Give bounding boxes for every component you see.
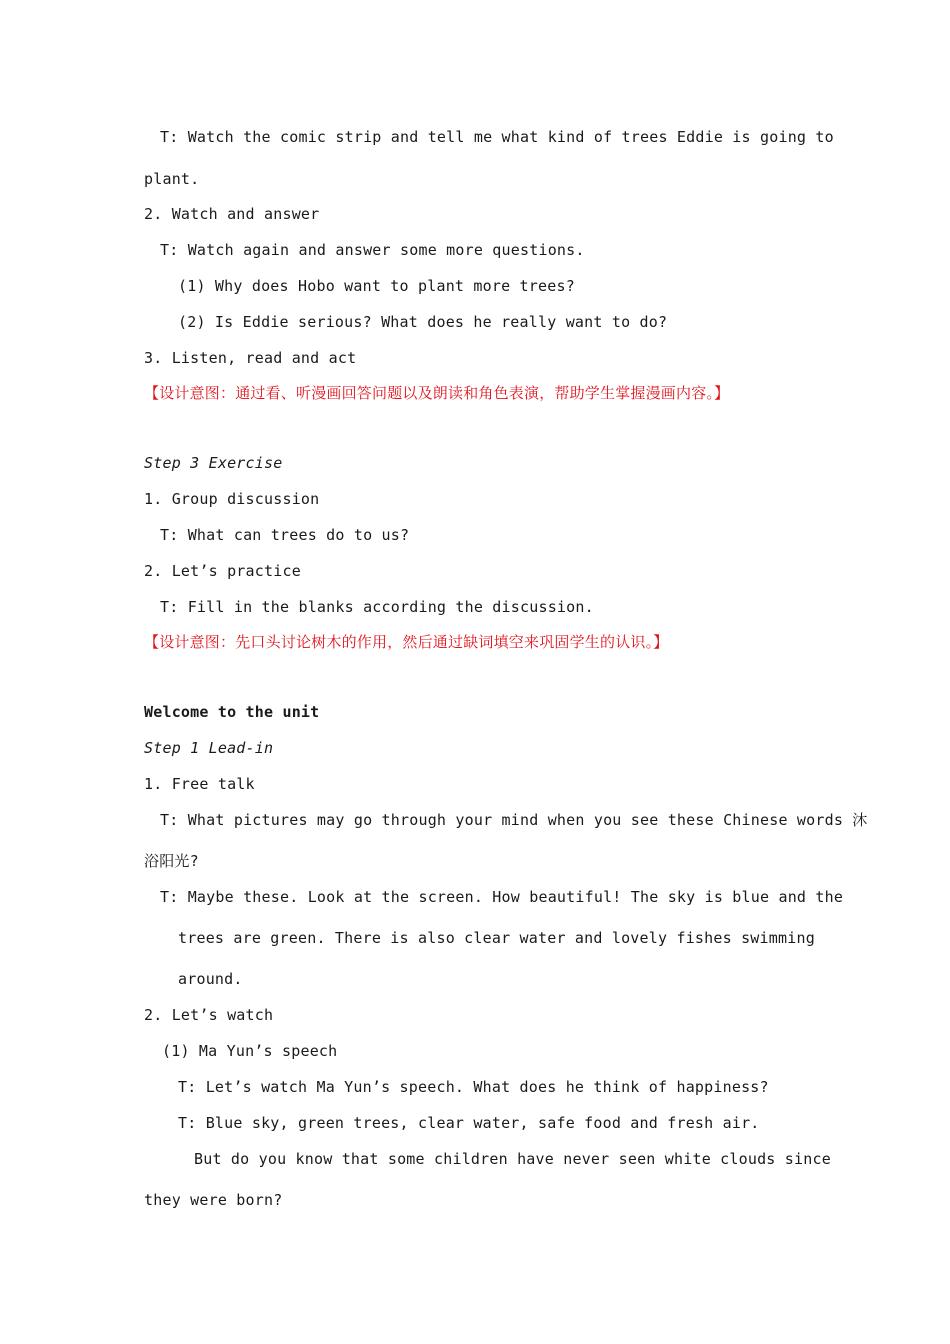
teacher-line-comic-strip-cont: plant. xyxy=(144,170,200,188)
section-heading-welcome: Welcome to the unit xyxy=(144,703,320,721)
teacher-line-white-clouds: But do you know that some children have never seen white clouds since xyxy=(194,1150,831,1168)
list-item-watch-and-answer: 2. Watch and answer xyxy=(144,205,320,223)
list-item-lets-watch: 2. Let’s watch xyxy=(144,1006,274,1024)
sub-item-ma-yun-speech: (1) Ma Yun’s speech xyxy=(162,1042,338,1060)
list-item-lets-practice: 2. Let’s practice xyxy=(144,562,301,580)
list-item-free-talk: 1. Free talk xyxy=(144,775,255,793)
teacher-line-trees-do: T: What can trees do to us? xyxy=(160,526,410,544)
question-hobo: (1) Why does Hobo want to plant more trees? xyxy=(178,277,575,295)
teacher-line-comic-strip: T: Watch the comic strip and tell me what kind of trees Eddie is going to xyxy=(160,128,834,146)
step-1-heading: Step 1 Lead-in xyxy=(144,739,274,757)
teacher-line-fill-blanks: T: Fill in the blanks according the discussion. xyxy=(160,598,594,616)
teacher-line-maybe-these: T: Maybe these. Look at the screen. How beautiful! The sky is blue and the xyxy=(160,888,844,906)
design-intent-note-2: 【设计意图：先口头讨论树木的作用，然后通过缺词填空来巩固学生的认识。】 xyxy=(144,633,669,651)
teacher-line-watch-again: T: Watch again and answer some more questions. xyxy=(160,241,585,259)
teacher-line-watch-speech: T: Let’s watch Ma Yun’s speech. What does he think of happiness? xyxy=(178,1078,769,1096)
teacher-line-maybe-these-end: around. xyxy=(178,970,243,988)
list-item-group-discussion: 1. Group discussion xyxy=(144,490,320,508)
list-item-listen-read-act: 3. Listen, read and act xyxy=(144,349,357,367)
teacher-line-maybe-these-cont: trees are green. There is also clear water and lovely fishes swimming xyxy=(178,929,815,947)
step-3-heading: Step 3 Exercise xyxy=(144,454,283,472)
teacher-line-pictures: T: What pictures may go through your mind when you see these Chinese words 沐 xyxy=(160,811,868,829)
teacher-line-blue-sky: T: Blue sky, green trees, clear water, safe food and fresh air. xyxy=(178,1114,760,1132)
question-eddie: (2) Is Eddie serious? What does he really want to do? xyxy=(178,313,668,331)
teacher-line-pictures-cont: 浴阳光? xyxy=(144,852,199,870)
design-intent-note-1: 【设计意图：通过看、听漫画回答问题以及朗读和角色表演，帮助学生掌握漫画内容。】 xyxy=(144,384,730,402)
teacher-line-white-clouds-cont: they were born? xyxy=(144,1191,283,1209)
